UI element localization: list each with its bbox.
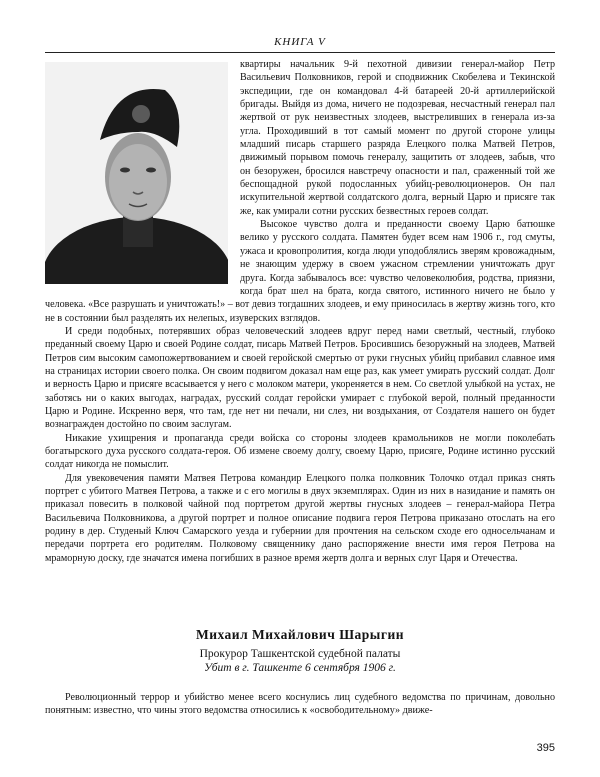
main-text [45, 58, 555, 565]
paragraph-2: Высокое чувство долга и преданности своему Царю батюшке велико у русского солдата. Памятен будет всем нам 1906 г., год смуты, ужаса и кровопролития, когда люди уподоблялись зверям кровожадным, не знающим удержу в своем ужасном стремлении уничтожать друг друга. Когда забывалось все: чувство человеколюбия, родства, приязни, когда брат шел на брата, когда святого, истинного ничего не было у человека. «Все разрушать и уничтожать!» – вот девиз тогдашних злодеев, и ему приносилась в жертву жизнь того, кто не в состоянии был разделять их нелепых, изуверских взглядов. [45, 219, 555, 324]
paragraph-4: Никакие ухищрения и пропаганда среди войска со стороны злодеев крамольников не могли поколебать богатырского духа русского солдата-героя. Об измене своему долгу, своему Царю, присяге, Родине истинно русский солдат никогда не помыслит. [45, 432, 555, 471]
portrait-photo [45, 62, 228, 284]
person-position: Прокурор Ташкентской судебной палаты [199, 648, 401, 660]
paragraph-1 [45, 58, 555, 218]
header-rule [45, 52, 555, 53]
person-death-note: Убит в г. Ташкенте 6 сентября 1906 г. [204, 662, 396, 674]
paragraph-1-text: квартиры начальник 9-й пехотной дивизии генерал-майор Петр Васильевич Полковников, герой и сподвижник Скобелева и Текинской экспедиции, где он командовал 4-й батареей 20-й артиллерийской бригады. Выйдя из дома, ничего не подозревая, несчастный генерал пал жертвой от рук неизвестных злодеев, выстреливших в генерала из-за угла. Проходивший в тот самый момент по другой стороне улицы младший писарь старшего разряда Елецкого полка Матвей Петров, движимый порывом помочь генералу, защитить от злодеев, забыв, что он безоружен, бросился навстречу опасности и пал, сраженный той же беспощадной рукой подосланных убийц-революционеров. Он пал искупительной жертвой солдатского долга, верный Царю и присяге так же, как умирали сотни русских безвестных героев солдат. [240, 59, 555, 217]
page-number: 395 [536, 742, 555, 754]
person-name: Михаил Михайлович Шарыгин [195, 627, 405, 642]
paragraph-5: Для увековечения памяти Матвея Петрова командир Елецкого полка полковник Толочко отдал приказ снять портрет с убитого Матвея Петрова, а также и с его могилы в двух экземплярах. Один из них в назидание и память он приказал повесить в полковой чайной под портретом другой жертвы гнусных злодеев – генерал-майора Петра Васильевича Полковникова, а другой портрет и полное описание подвига героя Петрова приказано отослать на его родину в дер. Студеный Ключ Самарского уезда и губернии для прочтения на сельском сходе его односельчанам и передачи портрета его родителям. Полковому священнику дано распоряжение внести имя героя Петрова на мраморную доску, где значатся имена погибших в разное время жертв долга и верных слуг Царя и Отечества. [45, 472, 555, 564]
running-header: КНИГА V [274, 36, 326, 48]
paragraph-6: Революционный террор и убийство менее всего коснулись лиц судебного ведомства по причинам, довольно понятным: известно, что чины этого ведомства относились к «освободительному» движе- [45, 692, 555, 717]
portrait-image [45, 62, 228, 284]
continuation-text [45, 691, 555, 718]
paragraph-3: И среди подобных, потерявших образ человеческий злодеев вдруг перед нами светлый, честный, глубоко преданный своему Царю и своей Родине солдат, писарь Матвей Петров. Бросившись безоружный на злодеев, Матвей Петров сим высоким самопожертвованием и своей геройской смертью от руки гнусных убийц прибавил славное имя на страницах истории своего полка. Он своим подвигом доказал нам еще раз, как умеет умирать русский солдат. Долг и верность Царю и присяге всасывается у него с молоком матери, укореняется в нем. Со светлой улыбкой на устах, не заботясь ни о каких выгодах, наградах, русский солдат геройски умирает с глубокой верой, полный преданности Царю и Родине. Искренно веря, что там, где нет ни печали, ни слез, ни воздыхания, от Создателя нашего он будет вознагражден достойно по своим заслугам. [45, 325, 555, 431]
biography-heading [45, 627, 555, 674]
